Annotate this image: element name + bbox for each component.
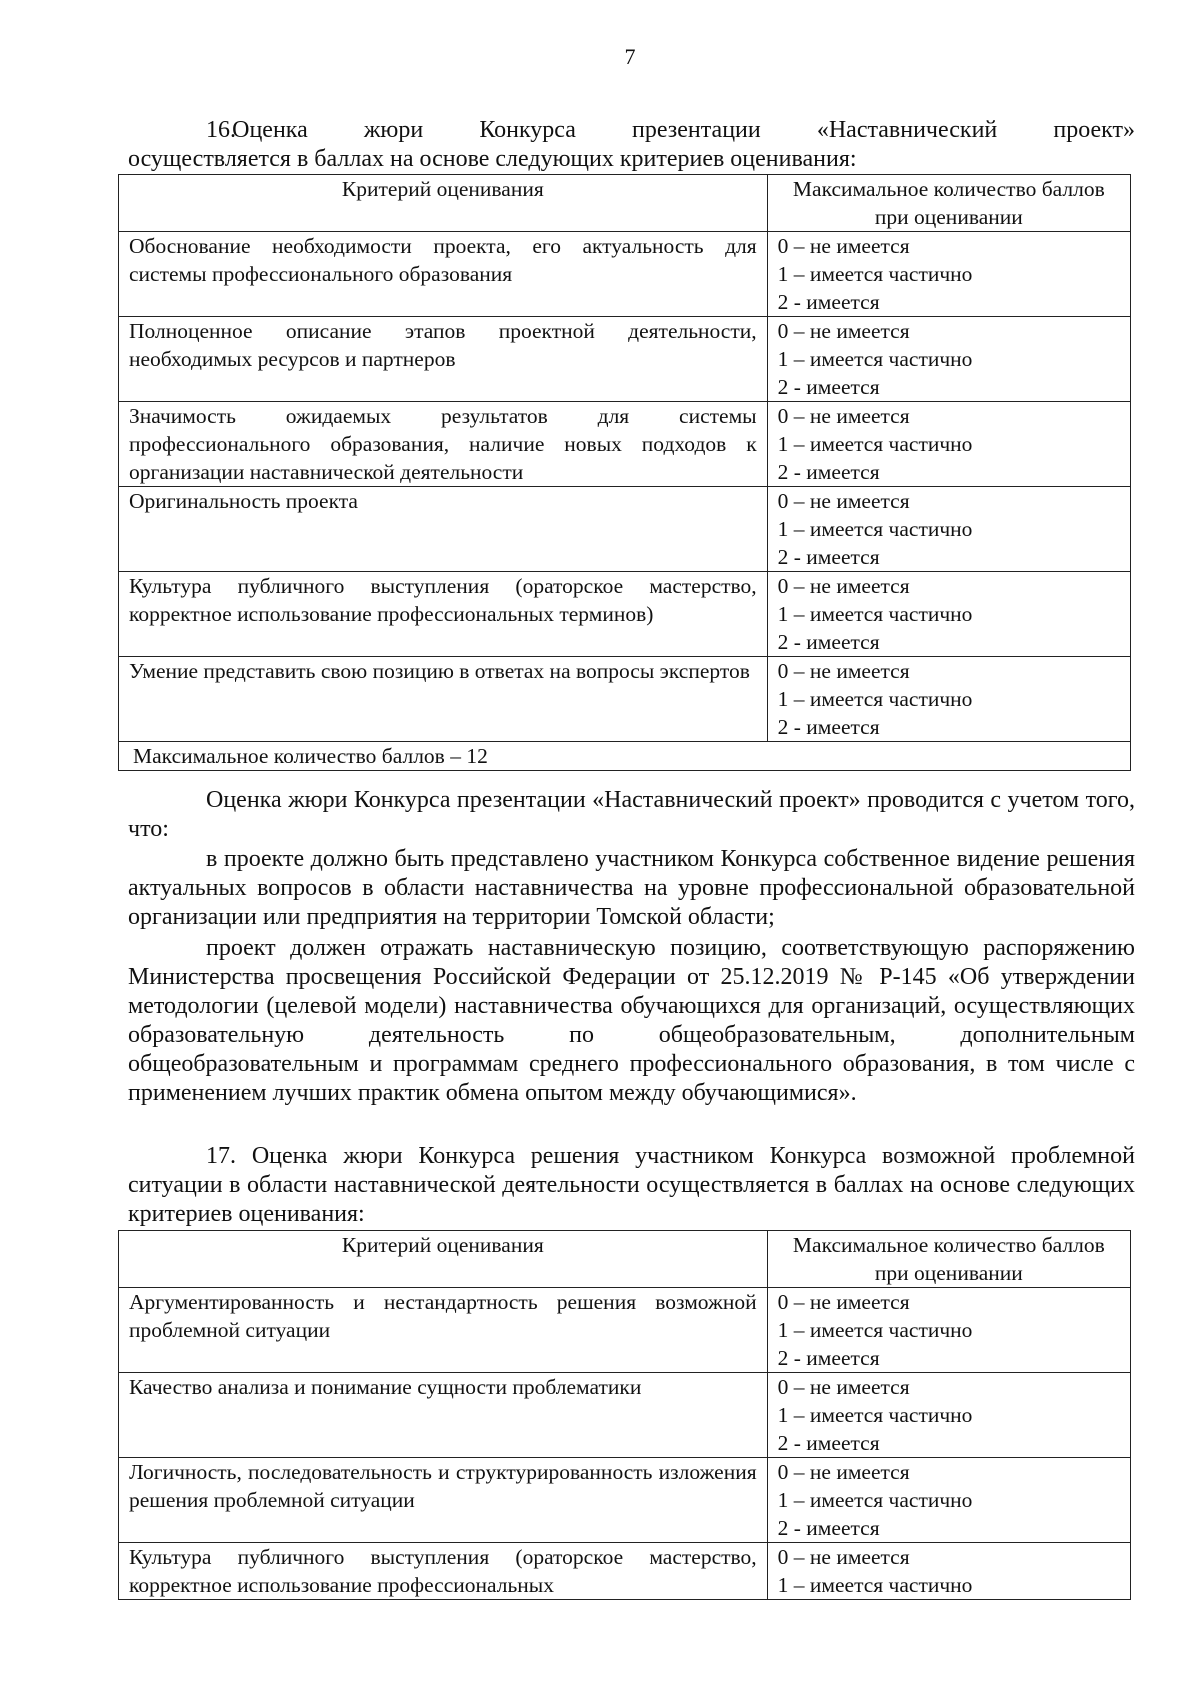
score-2: 2 - имеется bbox=[777, 545, 880, 569]
paragraph-project-position: проект должен отражать наставническую позицию, соответствующую распоряжению Министерства просвещения Российской Федерации от 25.12.2019 № Р-145 «Об утверждении методологии (целевой модели) наставничества обучающихся для организаций, осуществляющих образовательную деятельность по общеобразовательным, дополнительным общеобразовательным и программам среднего профессионального образования, в том числе с применением лучших практик обмена опытом между обучающимися». bbox=[128, 935, 1135, 1106]
header-criterion: Критерий оценивания bbox=[119, 175, 768, 232]
page-number: 7 bbox=[624, 44, 636, 69]
score-2: 2 - имеется bbox=[777, 460, 880, 484]
score-cell bbox=[767, 232, 1130, 317]
paragraph-project-vision: в проекте должно быть представлено участником Конкурса собственное видение решения актуальных вопросов в области наставничества на уровне профессиональной образовательной организации или предприятия на территории Томской области; bbox=[128, 846, 1135, 930]
table-row bbox=[119, 1373, 1131, 1458]
score-0: 0 – не имеется bbox=[777, 659, 910, 683]
paragraph-16 bbox=[128, 116, 1135, 174]
table-row bbox=[119, 572, 1131, 657]
table-row bbox=[119, 1288, 1131, 1373]
paragraph-17: 17. Оценка жюри Конкурса решения участником Конкурса возможной проблемной ситуации в области наставнической деятельности осуществляется в баллах на основе следующих критериев оценивания: bbox=[128, 1143, 1135, 1227]
score-0: 0 – не имеется bbox=[777, 1545, 910, 1569]
score-2: 2 - имеется bbox=[777, 715, 880, 739]
score-0: 0 – не имеется bbox=[777, 319, 910, 343]
criterion-cell: Аргументированность и нестандартность решения возможной проблемной ситуации bbox=[119, 1288, 768, 1373]
criterion-cell: Качество анализа и понимание сущности проблематики bbox=[119, 1373, 768, 1458]
score-2: 2 - имеется bbox=[777, 630, 880, 654]
table-row bbox=[119, 657, 1131, 742]
header-score: Максимальное количество баллов при оценивании bbox=[767, 175, 1130, 232]
score-1: 1 – имеется частично bbox=[777, 1318, 973, 1342]
score-1: 1 – имеется частично bbox=[777, 1403, 973, 1427]
criterion-cell: Умение представить свою позицию в ответах на вопросы экспертов bbox=[119, 657, 768, 742]
p16-word: 16. bbox=[206, 117, 236, 143]
score-1: 1 – имеется частично bbox=[777, 432, 973, 456]
score-0: 0 – не имеется bbox=[777, 234, 910, 258]
score-1: 1 – имеется частично bbox=[777, 517, 973, 541]
table-header-row bbox=[119, 1231, 1131, 1288]
p16-word: проект» bbox=[1053, 117, 1135, 143]
paragraph-evaluation: Оценка жюри Конкурса презентации «Наставнический проект» проводится с учетом того, что: bbox=[128, 787, 1135, 842]
table-header-row bbox=[119, 175, 1131, 232]
table-row bbox=[119, 487, 1131, 572]
score-1: 1 – имеется частично bbox=[777, 1573, 973, 1597]
score-cell bbox=[767, 1288, 1130, 1373]
p16-word: Конкурса bbox=[479, 117, 576, 143]
table-total-row bbox=[119, 742, 1131, 771]
score-2: 2 - имеется bbox=[777, 1346, 880, 1370]
table-row bbox=[119, 232, 1131, 317]
score-0: 0 – не имеется bbox=[777, 1290, 910, 1314]
score-cell bbox=[767, 487, 1130, 572]
criterion-cell: Обоснование необходимости проекта, его актуальность для системы профессионального образования bbox=[119, 232, 768, 317]
criterion-cell: Логичность, последовательность и структурированность изложения решения проблемной ситуации bbox=[119, 1458, 768, 1543]
criteria-table-2 bbox=[118, 1230, 1131, 1600]
score-0: 0 – не имеется bbox=[777, 1460, 910, 1484]
score-cell bbox=[767, 657, 1130, 742]
header-criterion: Критерий оценивания bbox=[119, 1231, 768, 1288]
p16-word: «Наставнический bbox=[816, 117, 998, 143]
p16-word: Оценка bbox=[232, 117, 308, 143]
score-cell bbox=[767, 1543, 1130, 1600]
score-1: 1 – имеется частично bbox=[777, 262, 973, 286]
score-0: 0 – не имеется bbox=[777, 404, 910, 428]
score-1: 1 – имеется частично bbox=[777, 1488, 973, 1512]
score-cell bbox=[767, 317, 1130, 402]
p16-word: презентации bbox=[632, 117, 761, 143]
table-row bbox=[119, 402, 1131, 487]
total-cell: Максимальное количество баллов – 12 bbox=[119, 742, 1131, 771]
criterion-cell: Оригинальность проекта bbox=[119, 487, 768, 572]
score-2: 2 - имеется bbox=[777, 290, 880, 314]
score-0: 0 – не имеется bbox=[777, 1375, 910, 1399]
score-2: 2 - имеется bbox=[777, 1431, 880, 1455]
p16-word: жюри bbox=[363, 117, 424, 143]
score-0: 0 – не имеется bbox=[777, 489, 910, 513]
criterion-cell: Полноценное описание этапов проектной деятельности, необходимых ресурсов и партнеров bbox=[119, 317, 768, 402]
criterion-cell: Значимость ожидаемых результатов для системы профессионального образования, наличие новых подходов к организации наставнической деятельности bbox=[119, 402, 768, 487]
header-score: Максимальное количество баллов при оценивании bbox=[767, 1231, 1130, 1288]
criterion-cell: Культура публичного выступления (ораторское мастерство, корректное использование профессиональных терминов) bbox=[119, 572, 768, 657]
p16-line2: осуществляется в баллах на основе следующих критериев оценивания: bbox=[128, 146, 857, 172]
criterion-cell: Культура публичного выступления (ораторское мастерство, корректное использование профессиональных bbox=[119, 1543, 768, 1600]
table-row bbox=[119, 1458, 1131, 1543]
table-row bbox=[119, 317, 1131, 402]
score-cell bbox=[767, 1458, 1130, 1543]
table-row bbox=[119, 1543, 1131, 1600]
score-1: 1 – имеется частично bbox=[777, 687, 973, 711]
score-2: 2 - имеется bbox=[777, 375, 880, 399]
score-1: 1 – имеется частично bbox=[777, 602, 973, 626]
score-cell bbox=[767, 572, 1130, 657]
criteria-table-1 bbox=[118, 174, 1131, 771]
score-0: 0 – не имеется bbox=[777, 574, 910, 598]
score-cell bbox=[767, 1373, 1130, 1458]
score-1: 1 – имеется частично bbox=[777, 347, 973, 371]
score-2: 2 - имеется bbox=[777, 1516, 880, 1540]
score-cell bbox=[767, 402, 1130, 487]
